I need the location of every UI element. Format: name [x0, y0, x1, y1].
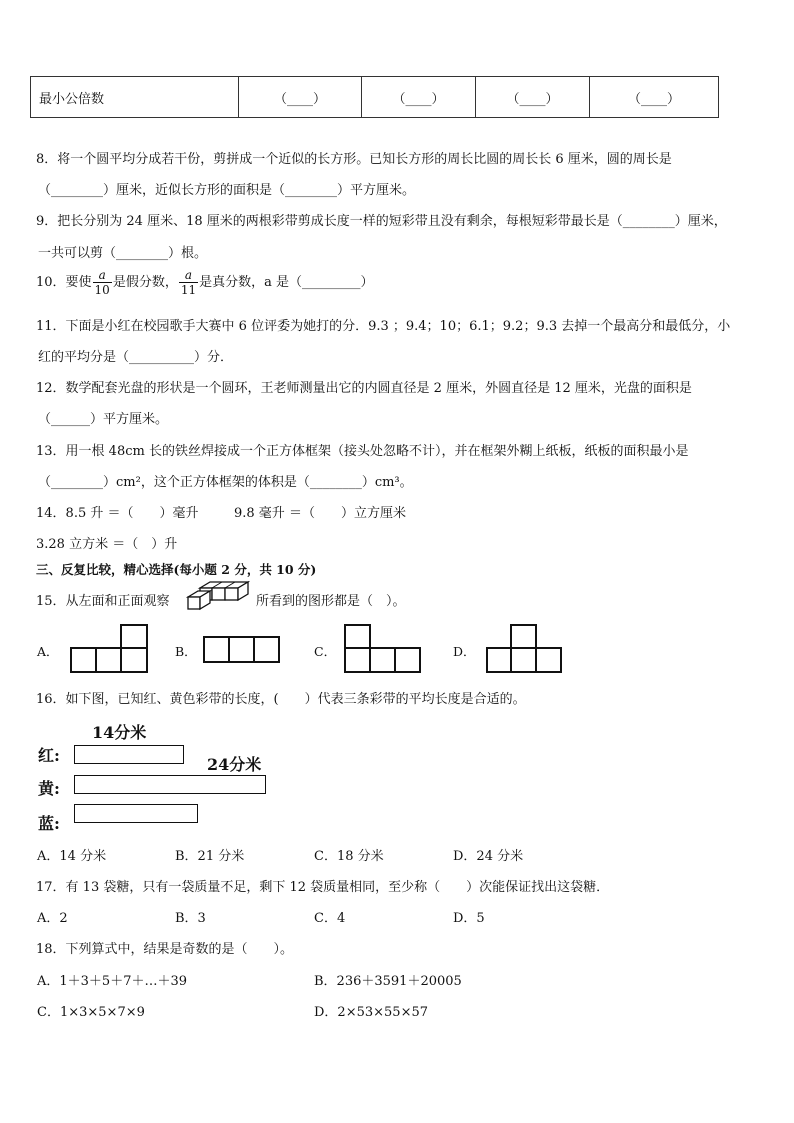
option-d[interactable]: D．2×53×55×57: [314, 1005, 428, 1020]
question-15-prefix: 15．从左面和正面观察: [36, 594, 170, 609]
option-a[interactable]: A．14 分米: [37, 849, 107, 864]
yellow-ribbon-bar: [74, 775, 266, 794]
option-a-label[interactable]: A．: [37, 644, 59, 659]
question-11-line-1: 11．下面是小红在校园歌手大赛中 6 位评委为她打的分．9.3 ；9.4；10；6.1；9.2；9.3 去掉一个最高分和最低分，小: [36, 319, 731, 334]
fraction-a-over-11: [179, 268, 198, 297]
red-ribbon-bar: [74, 745, 184, 764]
question-12-line-2: （______）平方厘米。: [38, 412, 169, 427]
red-ribbon-length: 14分米: [92, 723, 147, 742]
blue-ribbon-label: 蓝:: [38, 814, 60, 833]
yellow-ribbon-length: 24分米: [207, 755, 262, 774]
question-13-line-1: 13．用一根 48cm 长的铁丝焊接成一个正方体框架（接头处忽略不计），并在框架外糊上纸板，纸板的面积最小是: [36, 444, 689, 459]
option-d[interactable]: D．5: [453, 911, 485, 926]
question-17: 17．有 13 袋糖，只有一袋质量不足，剩下 12 袋质量相同，至少称（ ）次能保证找出这袋糖．: [36, 880, 610, 895]
option-d-label[interactable]: D．: [453, 644, 476, 659]
option-c-label[interactable]: C．: [314, 644, 337, 659]
answer-blank: （____）: [476, 77, 590, 118]
table-row-label: 最小公倍数: [31, 77, 239, 118]
blue-ribbon-bar: [74, 804, 198, 823]
yellow-ribbon-label: 黄:: [38, 779, 60, 798]
option-a[interactable]: A．1＋3＋5＋7＋…＋39: [37, 974, 188, 989]
option-c-figure[interactable]: [344, 624, 422, 674]
question-8-line-1: 8．将一个圆平均分成若干份，剪拼成一个近似的长方形。已知长方形的周长比圆的周长长 6 厘米，圆的周长是: [36, 152, 672, 167]
question-15-suffix: 所看到的图形都是（ ）。: [256, 594, 406, 609]
option-b[interactable]: B．3: [175, 911, 206, 926]
option-c[interactable]: C．18 分米: [314, 849, 384, 864]
question-12-line-1: 12．数学配套光盘的形状是一个圆环，王老师测量出它的内圆直径是 2 厘米，外圆直径是 12 厘米，光盘的面积是: [36, 381, 692, 396]
question-14-part-1: 14．8.5 升 ＝（ ）毫升: [36, 506, 199, 521]
option-a-figure[interactable]: [70, 624, 150, 674]
table-row: [31, 77, 719, 118]
question-11-line-2: 红的平均分是（__________）分．: [38, 350, 234, 365]
option-d[interactable]: D．24 分米: [453, 849, 524, 864]
option-b-figure[interactable]: [203, 636, 281, 664]
question-13-line-2: （________）cm²，这个正方体框架的体积是（________）cm³。: [38, 475, 413, 490]
question-9-line-2: 一共可以剪（________）根。: [38, 246, 208, 261]
option-c[interactable]: C．1×3×5×7×9: [37, 1005, 145, 1020]
fraction-a-over-10: [93, 268, 112, 297]
fraction-numerator: a: [179, 268, 198, 283]
section-heading: 三、反复比较，精心选择(每小题 2 分，共 10 分): [36, 562, 317, 577]
fraction-numerator: a: [93, 268, 112, 283]
answer-blank: （____）: [239, 77, 362, 118]
answer-blank: （____）: [362, 77, 476, 118]
fraction-denominator: 10: [94, 283, 110, 297]
question-10-suffix: 是真分数，a 是（_________）: [199, 275, 374, 290]
option-a[interactable]: A．2: [37, 911, 68, 926]
option-b-label[interactable]: B．: [175, 644, 197, 659]
question-16: 16．如下图，已知红、黄色彩带的长度，( ）代表三条彩带的平均长度是合适的。: [36, 692, 526, 707]
question-18: 18．下列算式中，结果是奇数的是（ ）。: [36, 942, 294, 957]
option-b[interactable]: B．21 分米: [175, 849, 245, 864]
question-8-line-2: （________）厘米，近似长方形的面积是（________）平方厘米。: [38, 183, 416, 198]
cube-stack-figure: [186, 578, 250, 612]
option-c[interactable]: C．4: [314, 911, 346, 926]
option-b[interactable]: B．236＋3591＋20005: [314, 974, 462, 989]
fraction-denominator: 11: [180, 283, 197, 297]
red-ribbon-label: 红:: [38, 746, 60, 765]
question-10-prefix: 10．要使: [36, 275, 92, 290]
question-10-mid: 是假分数，: [112, 275, 178, 290]
question-10: [36, 268, 374, 298]
answer-blank: （____）: [590, 77, 719, 118]
question-14-line-2: 3.28 立方米 ＝（ ）升: [36, 537, 178, 552]
option-d-figure[interactable]: [486, 624, 564, 674]
question-14-part-2: 9.8 毫升 ＝（ ）立方厘米: [234, 506, 406, 521]
lcm-table: [30, 76, 719, 118]
question-9-line-1: 9．把长分别为 24 厘米、18 厘米的两根彩带剪成长度一样的短彩带且没有剩余，每根短彩带最长是（________）厘米，: [36, 214, 727, 229]
